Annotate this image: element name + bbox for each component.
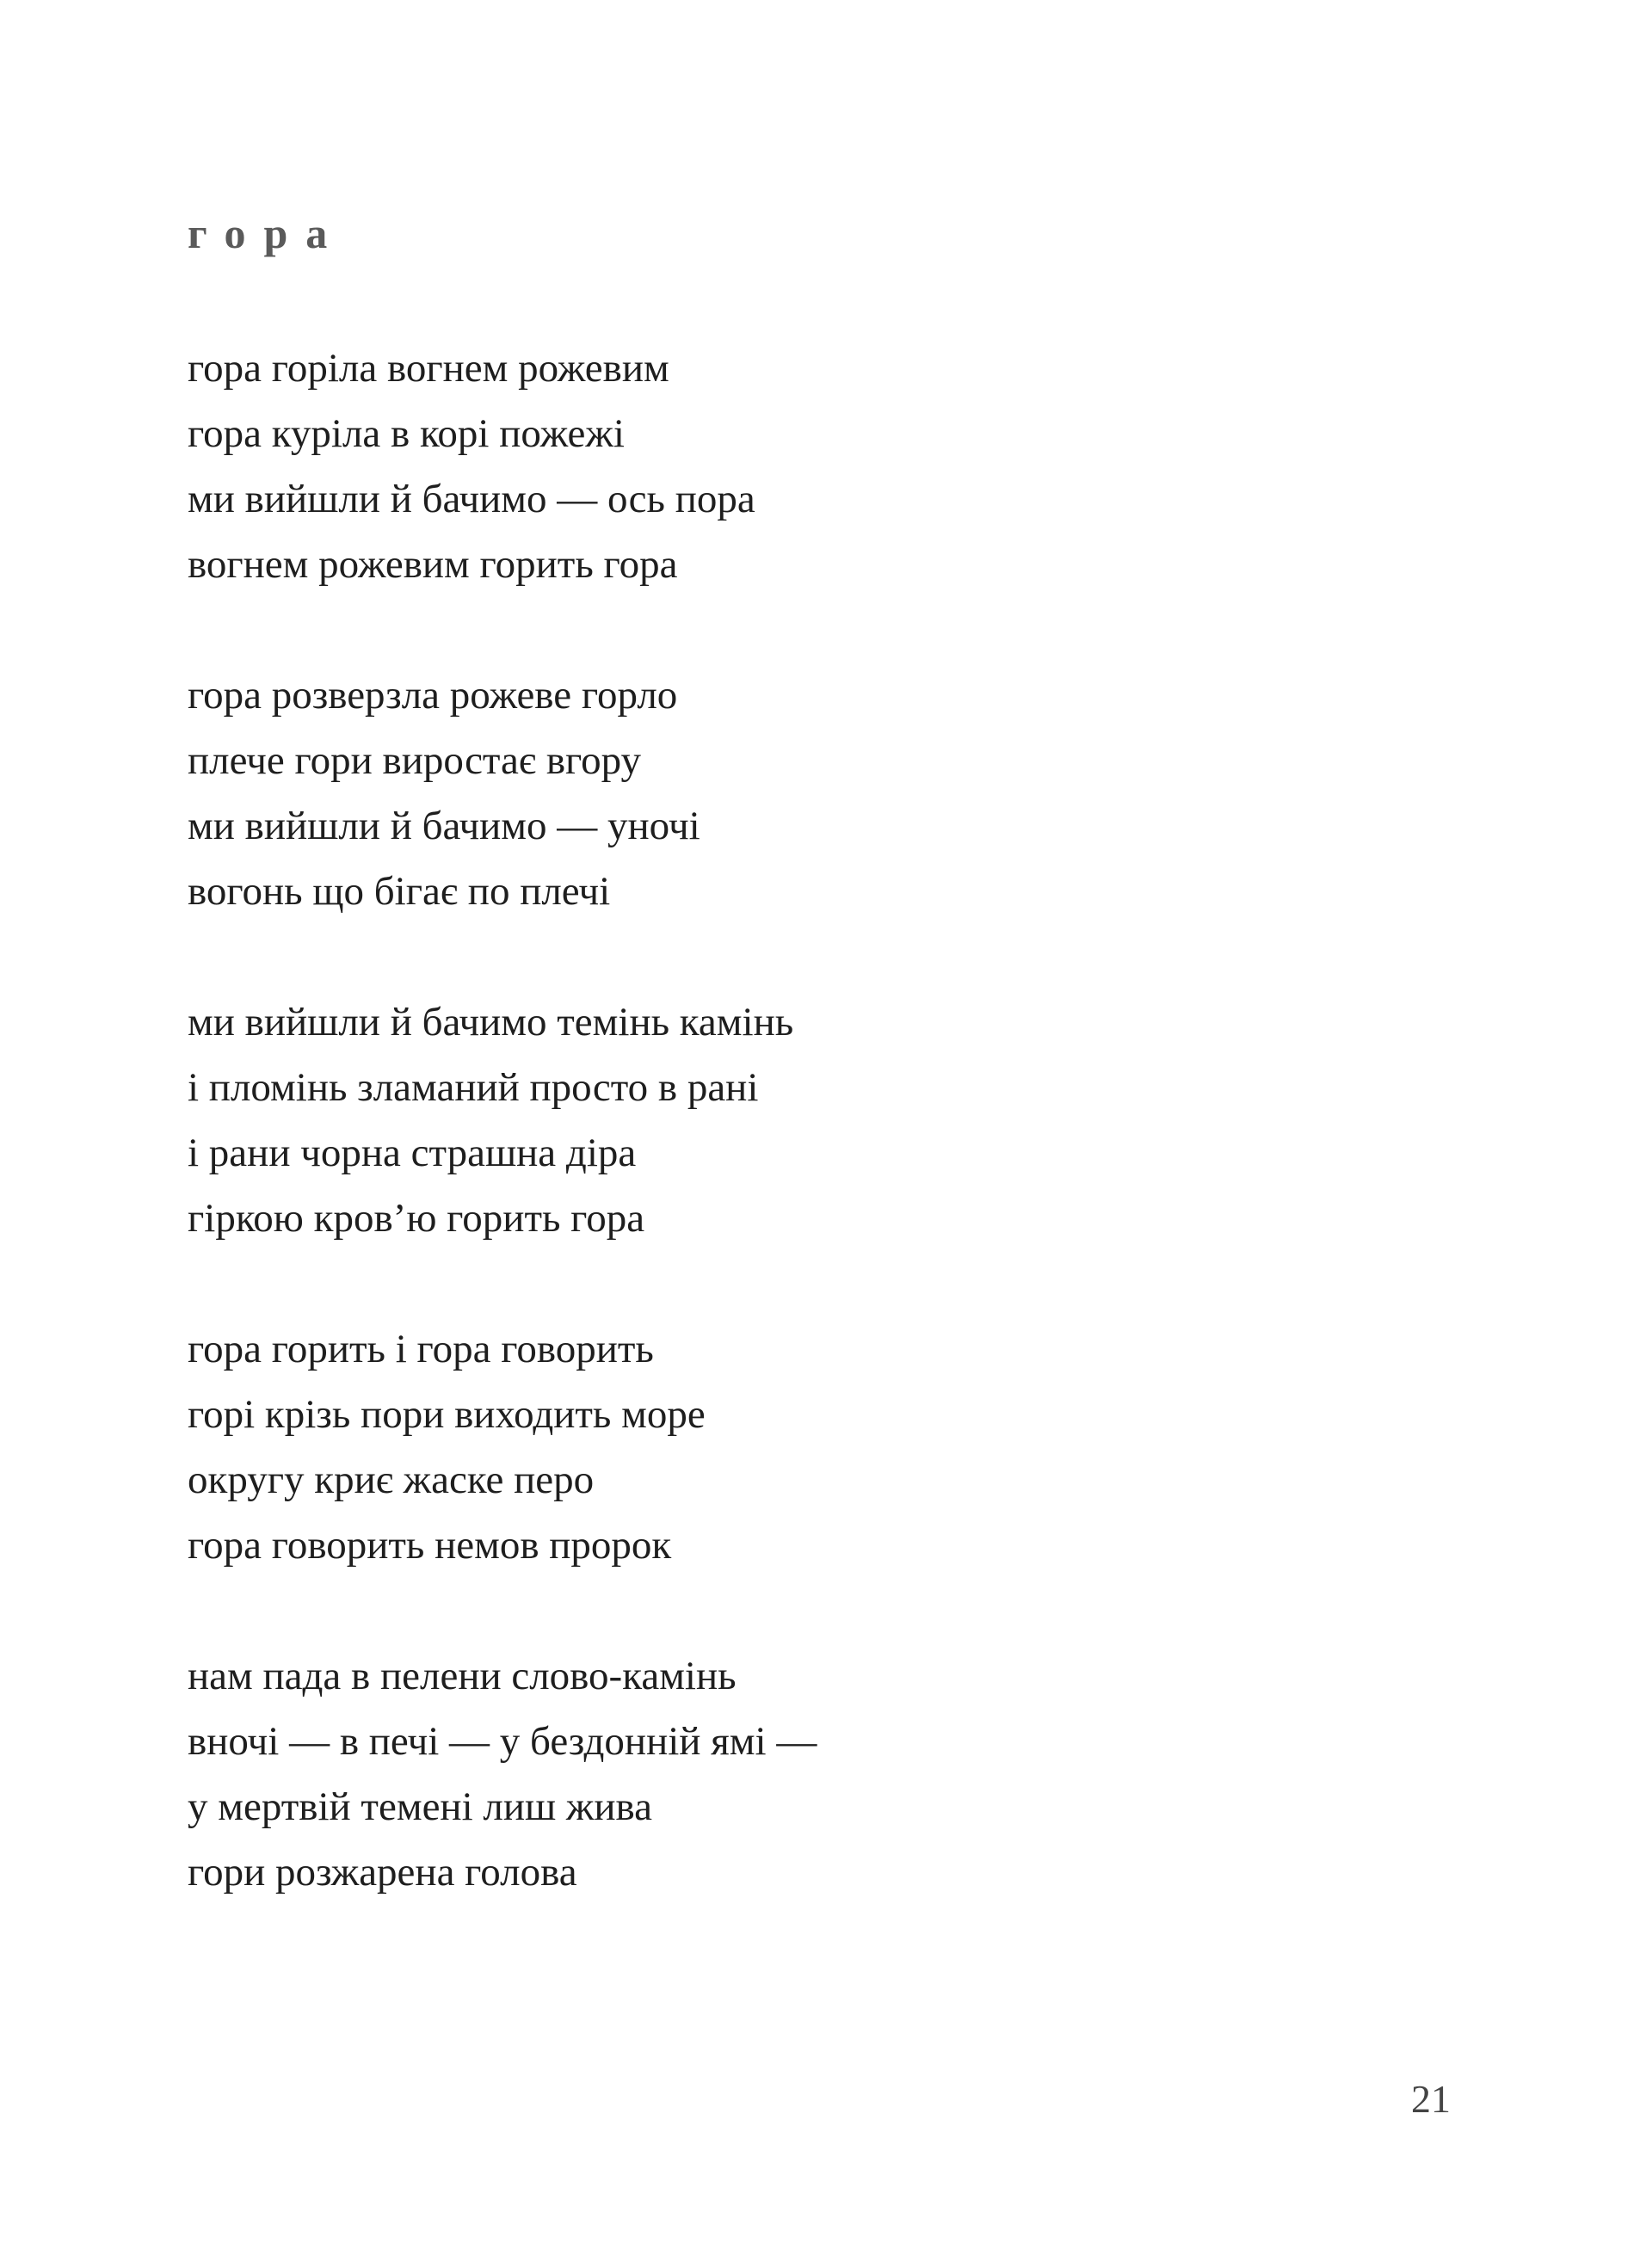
poem-line: і рани чорна страшна діра bbox=[188, 1131, 637, 1175]
poem-line: округу криє жаске перо bbox=[188, 1457, 595, 1502]
poem-line: гіркою кровʼю горить гора bbox=[188, 1196, 645, 1241]
poem-line: гора горить і гора говорить bbox=[188, 1327, 654, 1371]
poem-line: ми вийшли й бачимо — уночі bbox=[188, 804, 700, 848]
poem-line: вночі — в печі — у бездонній ямі — bbox=[188, 1719, 817, 1764]
stanza-1 bbox=[188, 336, 817, 597]
poem-line: плече гори виростає вгору bbox=[188, 738, 642, 783]
poem-line: гора куріла в корі пожежі bbox=[188, 411, 625, 456]
poem-line: гора розверзла рожеве горло bbox=[188, 673, 678, 718]
poem-line: у мертвій темені лиш жива bbox=[188, 1784, 652, 1829]
poem-body bbox=[188, 336, 817, 1905]
poem-line: вогонь що бігає по плечі bbox=[188, 869, 611, 914]
page-number: 21 bbox=[1411, 2077, 1451, 2121]
poem-line: гора говорить немов пророк bbox=[188, 1523, 672, 1568]
stanza-4 bbox=[188, 1316, 817, 1578]
poem-line: ми вийшли й бачимо — ось пора bbox=[188, 477, 755, 521]
poem-line: горі крізь пори виходить море bbox=[188, 1392, 706, 1437]
poem-line: гори розжарена голова bbox=[188, 1850, 577, 1895]
poem-line: і пломінь зламаний просто в рані bbox=[188, 1065, 759, 1110]
poem-line: нам пада в пелени слово-камінь bbox=[188, 1654, 737, 1698]
stanza-2 bbox=[188, 662, 817, 924]
poem-line: вогнем рожевим горить гора bbox=[188, 542, 678, 587]
poem-line: гора горіла вогнем рожевим bbox=[188, 346, 669, 391]
stanza-5 bbox=[188, 1643, 817, 1905]
stanza-3 bbox=[188, 989, 817, 1251]
poem-line: ми вийшли й бачимо темінь камінь bbox=[188, 1000, 794, 1044]
poem-title: гора bbox=[188, 209, 346, 257]
